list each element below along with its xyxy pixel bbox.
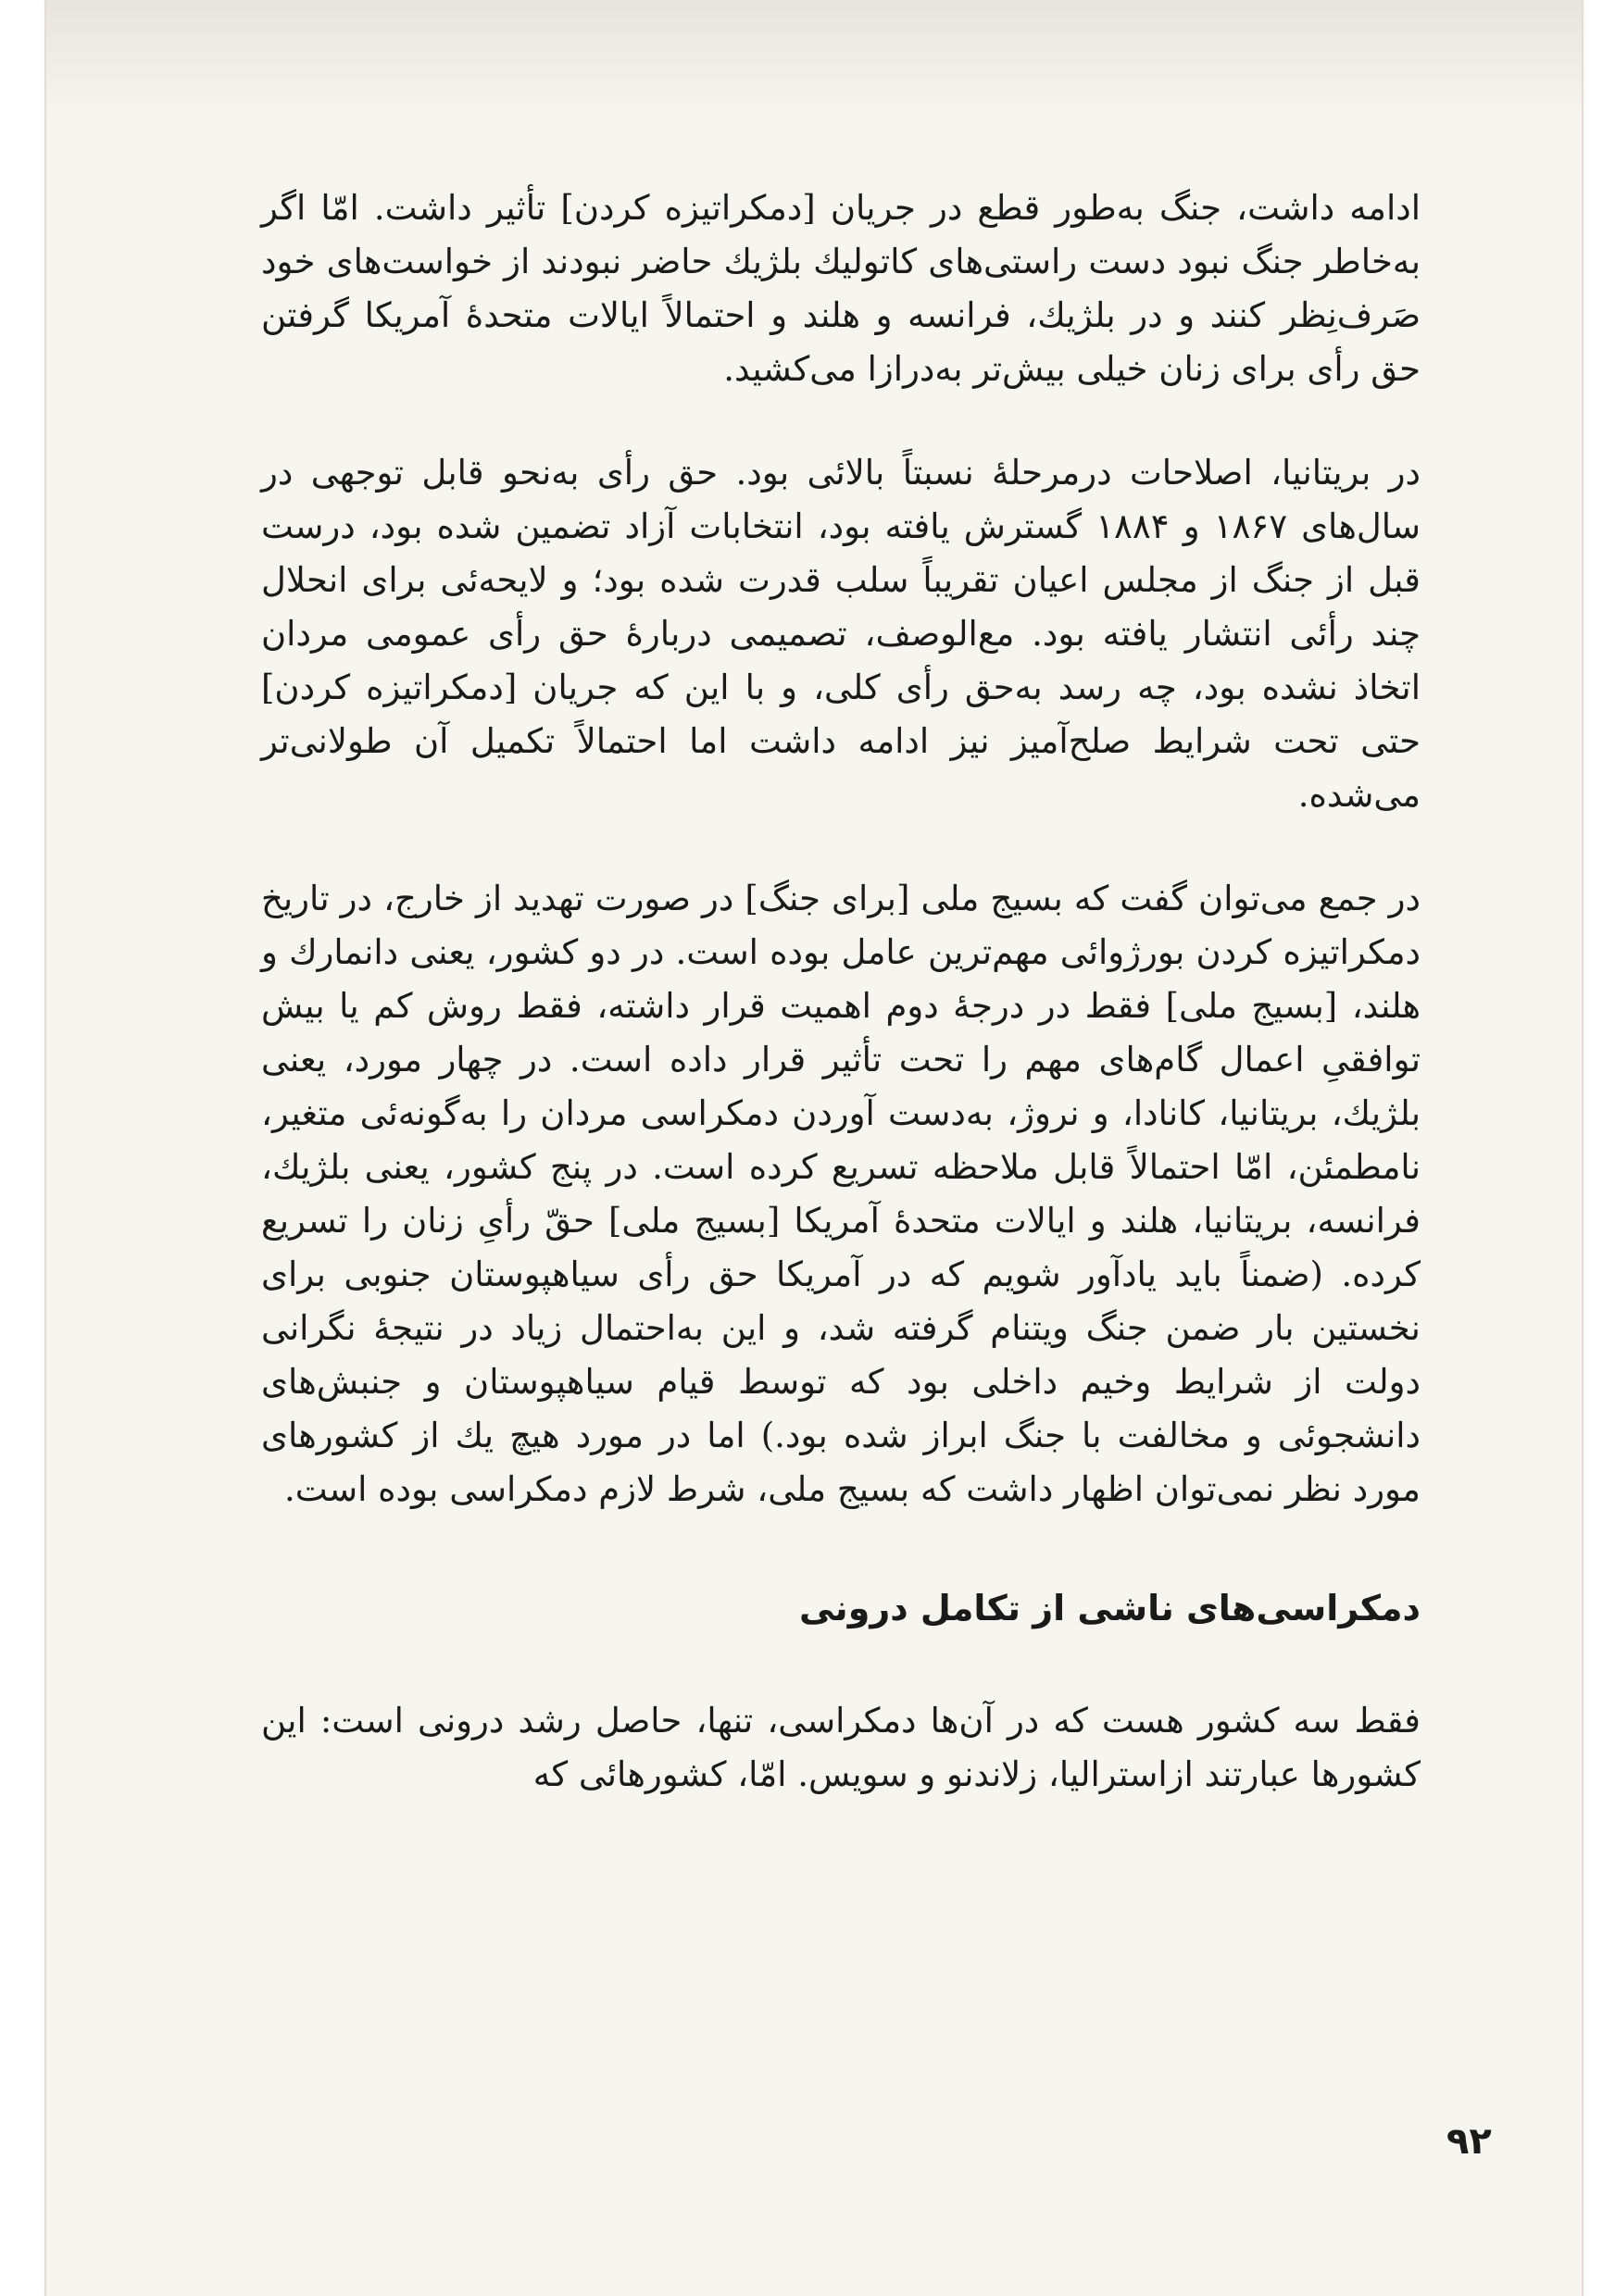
paragraph-4: فقط سه کشور هست که در آن‌ها دمکراسی، تنها، حاصل رشد درونی است: این کشورها عبارتند ازاسترالیا، زلاندنو و سویس. امّا، کشورهائی که bbox=[261, 1701, 1421, 1794]
body-text bbox=[261, 181, 1421, 1802]
page-top-shading bbox=[46, 0, 1582, 120]
page-number: ۹۲ bbox=[1446, 2120, 1492, 2163]
book-page bbox=[44, 0, 1584, 2296]
section-heading: دمکراسی‌های ناشی از تکامل درونی bbox=[798, 1588, 1421, 1628]
paragraph-2: در بریتانیا، اصلاحات درمرحلهٔ نسبتاً بالائی بود. حق رأی به‌نحو قابل توجهی در سال‌های ۱۸۶۷ و ۱۸۸۴ گسترش یافته بود، انتخابات آزاد تضمین شده بود، درست قبل از جنگ از مجلس اعیان تقریباً سلب قدرت شده بود؛ و لایحه‌ئی برای انحلال چند رأئی انتشار یافته بود. مع‌الوصف، تصمیمی دربارهٔ حق رأی عمومی مردان اتخاذ نشده بود، چه رسد به‌حق رأی کلی، و با این که جریان [دمکراتیزه کردن] حتی تحت شرایط صلح‌آمیز نیز ادامه داشت اما احتمالاً تکمیل آن طولانی‌تر می‌شده. bbox=[261, 453, 1421, 815]
paragraph-3: در جمع می‌توان گفت که بسیج ملی [برای جنگ] در صورت تهدید از خارج، در تاریخ دمکراتیزه کردن بورژوائی مهم‌ترین عامل بوده است. در دو کشور، یعنی دانمارك و هلند، [بسیج ملی] فقط در درجهٔ دوم اهمیت قرار داشته، فقط روش کم یا بیش توافقیِ اعمال گام‌های مهم را تحت تأثیر قرار داده است. در چهار مورد، یعنی بلژيك، بریتانیا، کانادا، و نروژ، به‌دست آوردن دمکراسی مردان را به‌گونه‌ئی متغیر، نامطمئن، امّا احتمالاً قابل ملاحظه تسریع کرده است. در پنج کشور، یعنی بلژيك، فرانسه، بریتانیا، هلند و ایالات متحدهٔ آمریکا [بسیج ملی] حقّ رأیِ زنان را تسریع کرده. (ضمناً باید یادآور شویم که در آمریکا حق رأی سیاهپوستان جنوبی برای نخستین بار ضمن جنگ ویتنام گرفته شد، و این به‌احتمال زیاد در نتیجهٔ نگرانی دولت از شرایط وخیم داخلی بود که توسط قیام سیاهپوستان و جنبش‌های دانشجوئی و مخالفت با جنگ ابراز شده بود.) اما در مورد هیچ یك از کشورهای مورد نظر نمی‌توان اظهار داشت که بسیج ملی، شرط لازم دمکراسی بوده است. bbox=[261, 879, 1421, 1509]
paragraph-1: ادامه داشت، جنگ به‌طور قطع در جریان [دمکراتیزه کردن] تأثیر داشت. امّا اگر به‌خاطر جنگ نبود دست راستی‌های کاتولیك بلژيك حاضر نبودند از خواست‌های خود صَرف‌نِظر کنند و در بلژيك، فرانسه و هلند و احتمالاً ایالات متحدهٔ آمریکا گرفتن حق رأی برای زنان خیلی بیش‌تر به‌درازا می‌کشید. bbox=[261, 188, 1421, 389]
